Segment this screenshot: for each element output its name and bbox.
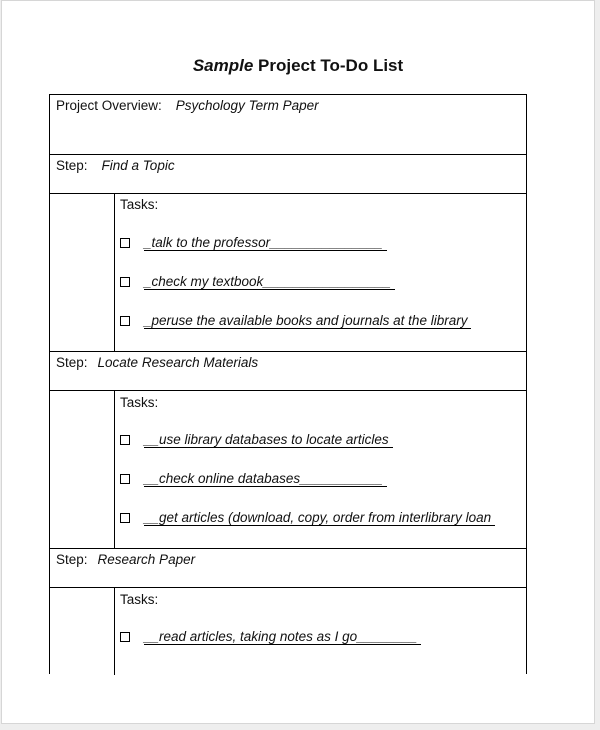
task-text: _peruse the available books and journals at the library xyxy=(144,313,471,329)
overview-value: Psychology Term Paper xyxy=(175,98,319,113)
title-rest: Project To-Do List xyxy=(253,56,404,75)
task-text: __check online databases___________ xyxy=(144,471,387,487)
title-sample: Sample xyxy=(192,56,254,75)
tasks-divider xyxy=(114,391,115,548)
task-item xyxy=(120,235,387,251)
task-item xyxy=(120,471,387,487)
checkbox[interactable] xyxy=(120,513,130,523)
todo-table xyxy=(49,94,527,674)
step-label: Step: xyxy=(56,355,88,370)
step-row-1 xyxy=(50,155,526,194)
tasks-row-3 xyxy=(50,588,526,675)
task-item xyxy=(120,432,393,448)
overview-label: Project Overview: xyxy=(56,98,162,113)
checkbox[interactable] xyxy=(120,632,130,642)
tasks-row-2 xyxy=(50,391,526,549)
step-label: Step: xyxy=(56,552,88,567)
tasks-label: Tasks: xyxy=(120,395,159,410)
page-title xyxy=(2,56,594,76)
checkbox[interactable] xyxy=(120,435,130,445)
overview-label-line xyxy=(56,98,319,113)
tasks-divider xyxy=(114,588,115,675)
task-text: __read articles, taking notes as I go________ xyxy=(144,629,421,645)
step-row-2 xyxy=(50,352,526,391)
step-label: Step: xyxy=(56,158,88,173)
task-text: __get articles (download, copy, order from interlibrary loan xyxy=(144,510,495,526)
tasks-label: Tasks: xyxy=(120,592,159,607)
task-item xyxy=(120,510,495,526)
task-text: __use library databases to locate articles xyxy=(144,432,393,448)
step-row-3 xyxy=(50,549,526,588)
step-value: Research Paper xyxy=(97,552,196,567)
task-item xyxy=(120,274,395,290)
checkbox[interactable] xyxy=(120,238,130,248)
step-line-1 xyxy=(56,158,175,173)
tasks-label: Tasks: xyxy=(120,197,159,212)
step-value: Find a Topic xyxy=(101,158,175,173)
checkbox[interactable] xyxy=(120,316,130,326)
task-text: _check my textbook_________________ xyxy=(144,274,395,290)
document-page xyxy=(1,0,595,724)
task-text: _talk to the professor_______________ xyxy=(144,235,387,251)
task-item xyxy=(120,313,471,329)
step-line-3 xyxy=(56,552,195,567)
tasks-row-1 xyxy=(50,194,526,352)
checkbox[interactable] xyxy=(120,277,130,287)
step-line-2 xyxy=(56,355,258,370)
step-value: Locate Research Materials xyxy=(97,355,259,370)
tasks-divider xyxy=(114,194,115,351)
checkbox[interactable] xyxy=(120,474,130,484)
overview-row xyxy=(50,95,526,155)
task-item xyxy=(120,629,421,645)
